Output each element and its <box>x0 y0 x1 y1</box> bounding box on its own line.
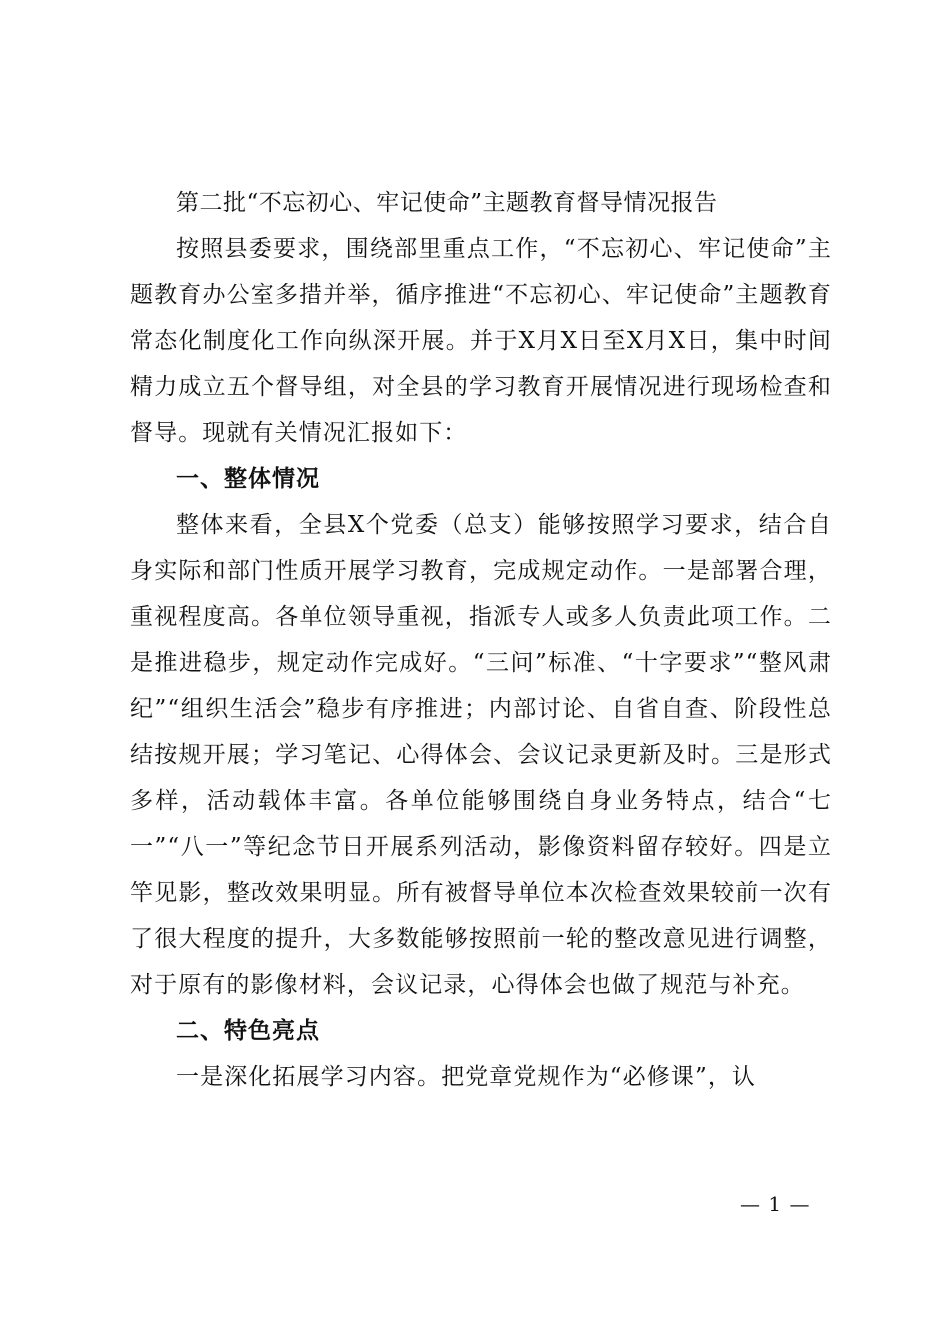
section-heading-overall: 一、整体情况 <box>176 466 320 492</box>
page-number: — 1 — <box>740 1192 811 1216</box>
overall-paragraph: 整体来看，全县X个党委（总支）能够按照学习要求，结合自身实际和部门性质开展学习教育，完成规定动作。一是部署合理，重视程度高。各单位领导重视，指派专人或多人负责此项工作。二是推进稳步，规定动作完成好。“三问”标准、“十字要求”“整风肃纪”“组织生活会”稳步有序推进；内部讨论、自省自查、阶段性总结按规开展；学习笔记、心得体会、会议记录更新及时。三是形式多样，活动载体丰富。各单位能够围绕自身业务特点，结合“七一”“八一”等纪念节日开展系列活动，影像资料留存较好。四是立竿见影，整改效果明显。所有被督导单位本次检查效果较前一次有了很大程度的提升，大多数能够按照前一轮的整改意见进行调整，对于原有的影像材料，会议记录，心得体会也做了规范与补充。 <box>130 512 832 998</box>
document-title: 第二批“不忘初心、牢记使命”主题教育督导情况报告 <box>176 190 718 216</box>
document-body <box>130 180 832 1100</box>
section-heading-highlights: 二、特色亮点 <box>176 1018 320 1044</box>
intro-paragraph: 按照县委要求，围绕部里重点工作，“不忘初心、牢记使命”主题教育办公室多措并举，循序推进“不忘初心、牢记使命”主题教育常态化制度化工作向纵深开展。并于X月X日至X月X日，集中时间精力成立五个督导组，对全县的学习教育开展情况进行现场检查和督导。现就有关情况汇报如下： <box>130 236 832 446</box>
highlights-paragraph: 一是深化拓展学习内容。把党章党规作为“必修课”，认 <box>176 1064 757 1090</box>
